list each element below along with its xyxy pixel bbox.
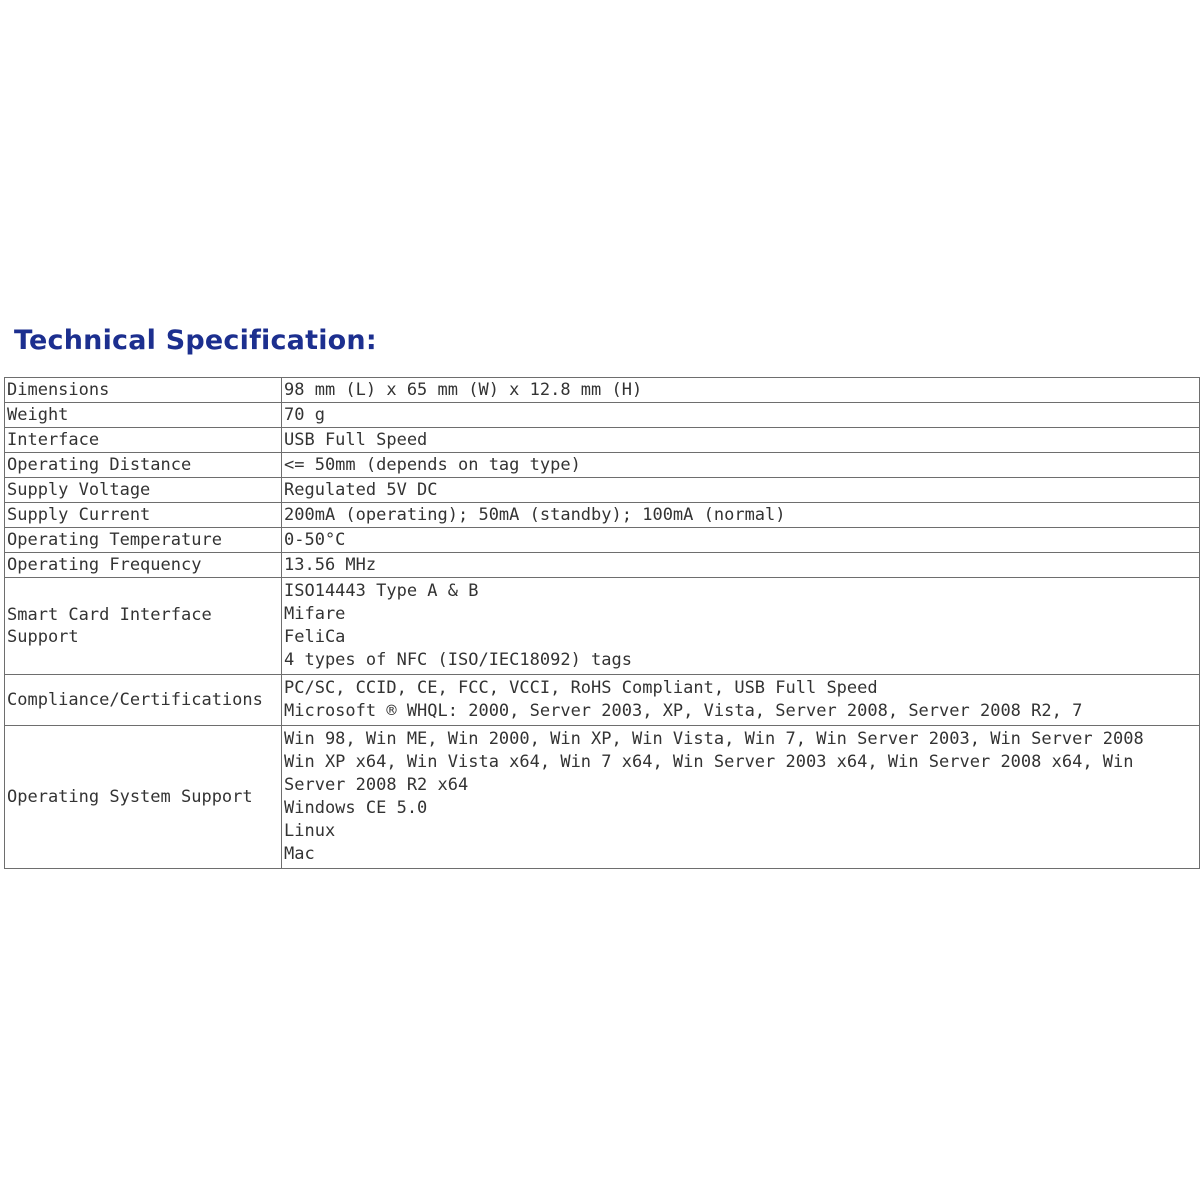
list-item: • Linux [284, 820, 1197, 843]
spec-label: Supply Voltage [5, 478, 282, 503]
table-row [5, 378, 1200, 403]
spec-value: 0-50°C [282, 528, 1200, 553]
table-row [5, 528, 1200, 553]
compliance-list [284, 677, 1197, 723]
list-item: • Microsoft ® WHQL: 2000, Server 2003, XP, Vista, Server 2008, Server 2008 R2, 7 [284, 700, 1197, 723]
list-item: • Win XP x64, Win Vista x64, Win 7 x64, Win Server 2003 x64, Win Server 2008 x64, Win Server 2008 R2 x64 [284, 751, 1197, 797]
os-support-list [284, 728, 1197, 866]
spec-label: Smart Card Interface Support [5, 578, 282, 675]
spec-value: USB Full Speed [282, 428, 1200, 453]
spec-label: Supply Current [5, 503, 282, 528]
list-item: • PC/SC, CCID, CE, FCC, VCCI, RoHS Compliant, USB Full Speed [284, 677, 1197, 700]
spec-value: 70 g [282, 403, 1200, 428]
table-row [5, 553, 1200, 578]
spec-label: Dimensions [5, 378, 282, 403]
smart-card-list [284, 580, 1197, 672]
list-item: • Mifare [284, 603, 1197, 626]
spec-table [4, 377, 1200, 869]
spec-value: 98 mm (L) x 65 mm (W) x 12.8 mm (H) [282, 378, 1200, 403]
table-row [5, 478, 1200, 503]
list-item: • Win 98, Win ME, Win 2000, Win XP, Win Vista, Win 7, Win Server 2003, Win Server 2008 [284, 728, 1197, 751]
list-item: • 4 types of NFC (ISO/IEC18092) tags [284, 649, 1197, 672]
table-row-compliance [5, 675, 1200, 726]
spec-value: 200mA (operating); 50mA (standby); 100mA (normal) [282, 503, 1200, 528]
table-row-smart-card [5, 578, 1200, 675]
spec-label: Operating System Support [5, 726, 282, 869]
table-row [5, 403, 1200, 428]
table-row [5, 503, 1200, 528]
spec-value: 13.56 MHz [282, 553, 1200, 578]
page-title: Technical Specification: [14, 325, 377, 356]
list-item: • ISO14443 Type A & B [284, 580, 1197, 603]
table-row [5, 453, 1200, 478]
spec-value-list [282, 726, 1200, 869]
spec-label: Weight [5, 403, 282, 428]
list-item: • Mac [284, 843, 1197, 866]
table-row-os-support [5, 726, 1200, 869]
list-item: • FeliCa [284, 626, 1197, 649]
spec-label: Interface [5, 428, 282, 453]
spec-label: Operating Temperature [5, 528, 282, 553]
list-item: • Windows CE 5.0 [284, 797, 1197, 820]
spec-label: Compliance/Certifications [5, 675, 282, 726]
spec-value: <= 50mm (depends on tag type) [282, 453, 1200, 478]
spec-value-list [282, 675, 1200, 726]
spec-label: Operating Frequency [5, 553, 282, 578]
table-row [5, 428, 1200, 453]
spec-label: Operating Distance [5, 453, 282, 478]
spec-value-list [282, 578, 1200, 675]
spec-value: Regulated 5V DC [282, 478, 1200, 503]
